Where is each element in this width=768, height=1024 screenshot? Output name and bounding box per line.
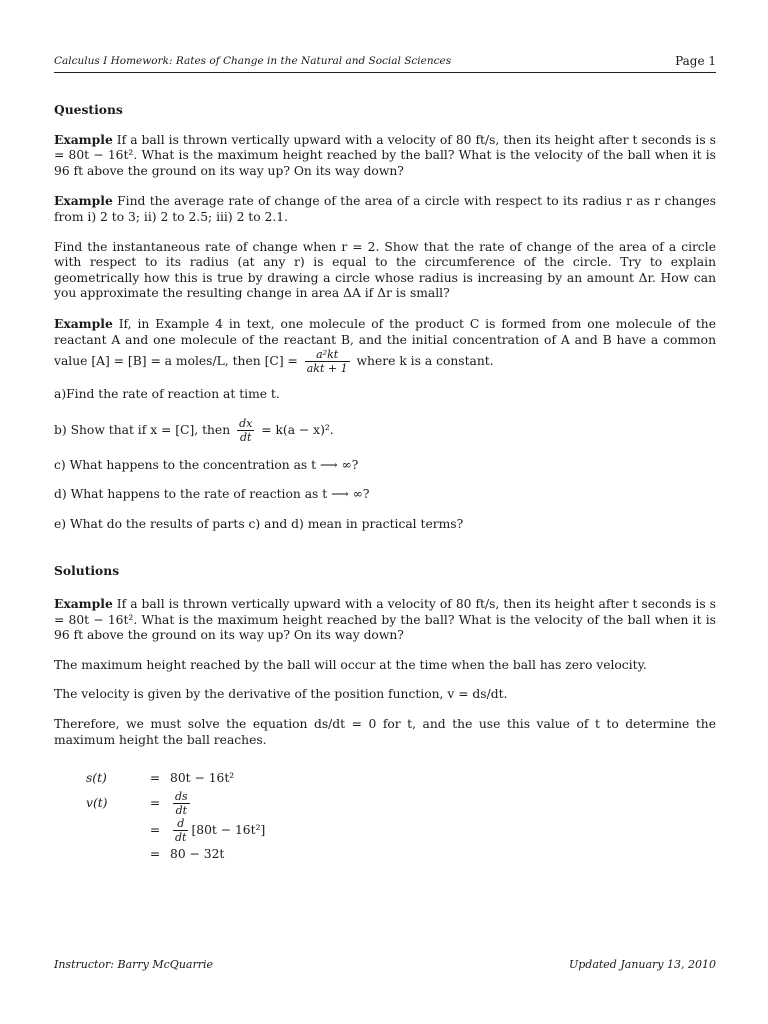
question-3 bbox=[54, 316, 716, 375]
example-label: Example bbox=[54, 131, 113, 147]
equation-lhs: s(t) bbox=[86, 771, 107, 786]
question-2 bbox=[54, 193, 716, 225]
header-title: Calculus I Homework: Rates of Change in the Natural and Social Sciences bbox=[54, 55, 452, 67]
constant-note: where k is a constant. bbox=[356, 354, 494, 369]
page-content bbox=[54, 102, 716, 866]
solution-1 bbox=[54, 596, 716, 644]
fraction-denominator: dt bbox=[175, 804, 188, 818]
d-dt-fraction bbox=[173, 817, 188, 844]
ds-dt-fraction bbox=[173, 790, 190, 817]
question-2b: Find the instantaneous rate of change when r = 2. Show that the rate of change of the area of a circle with respect to its radius (at any r) is equal to the circumference of the circle. Try to explain geometrically how this is true by drawing a circle whose radius is increasing by an amount Δr. How can you approximate the resulting change in area ΔA if Δr is small? bbox=[54, 239, 716, 301]
fraction-denominator: dt bbox=[175, 831, 187, 845]
fraction-numerator: ds bbox=[175, 790, 188, 804]
equation-row bbox=[86, 768, 716, 790]
fraction-numerator: dx bbox=[239, 416, 253, 430]
equals-sign: = bbox=[149, 822, 161, 837]
solution-para-1: The maximum height reached by the ball will occur at the time when the ball has zero velocity. bbox=[54, 657, 647, 672]
equation-rhs bbox=[170, 817, 265, 844]
bracket-expression: [80t − 16t²] bbox=[191, 823, 266, 838]
example-label: Example bbox=[54, 596, 113, 612]
equation-row bbox=[86, 790, 716, 817]
question-2-text: Find the average rate of change of the area of a circle with respect to its radius r as r changes from i) 2 to 3; ii) 2 to 2.5; iii) 2 to 2.1. bbox=[54, 194, 716, 224]
question-1 bbox=[54, 132, 716, 180]
equation-array bbox=[86, 768, 716, 866]
question-3-text: If, in Example 4 in text, one molecule of the product C is formed from one molecule of the reactant A and one molecule of the reactant B, and the initial concentration of A and B have a common value [A] = [B] = a moles/L, then bbox=[54, 316, 716, 369]
equation-row bbox=[86, 844, 716, 866]
part-b-pre: b) Show that if x = [C], then bbox=[54, 422, 231, 437]
instructor-name: Instructor: Barry McQuarrie bbox=[54, 958, 214, 971]
example-label: Example bbox=[54, 315, 113, 331]
concentration-c: [C] = bbox=[264, 354, 298, 369]
part-a: a)Find the rate of reaction at time t. bbox=[54, 387, 280, 402]
equals-sign: = bbox=[149, 795, 161, 810]
page-header bbox=[54, 54, 716, 73]
document-page bbox=[54, 0, 716, 1024]
solution-para-2: The velocity is given by the derivative of the position function, v = ds/dt. bbox=[54, 687, 508, 702]
fraction-numerator: a²kt bbox=[305, 348, 350, 362]
part-d: d) What happens to the rate of reaction as t ⟶ ∞? bbox=[54, 487, 370, 502]
part-e: e) What do the results of parts c) and d) mean in practical terms? bbox=[54, 516, 464, 531]
part-b-post: = k(a − x)². bbox=[261, 422, 334, 437]
updated-date: Updated January 13, 2010 bbox=[568, 958, 716, 971]
equation-rhs: 80t − 16t² bbox=[170, 771, 235, 786]
part-c: c) What happens to the concentration as t ⟶ ∞? bbox=[54, 457, 359, 472]
equation-lhs: v(t) bbox=[86, 795, 108, 810]
part-b bbox=[54, 417, 716, 444]
equation-row bbox=[86, 817, 716, 844]
solution-1-text: If a ball is thrown vertically upward with a velocity of 80 ft/s, then its height after t seconds is s = 80t − 16t². What is the maximum height reached by the ball? What is the velocity of the ball when it is 96 ft above the ground on its way up? On its way down? bbox=[54, 597, 716, 643]
equation-rhs bbox=[170, 790, 193, 817]
page-number: Page 1 bbox=[675, 54, 716, 68]
concentration-fraction bbox=[305, 348, 350, 375]
dx-dt-fraction bbox=[237, 417, 254, 444]
solution-para-3: Therefore, we must solve the equation ds/dt = 0 for t, and the use this value of t to determine the maximum height the ball reaches. bbox=[54, 717, 716, 747]
equation-rhs: 80 − 32t bbox=[170, 847, 225, 862]
fraction-denominator: dt bbox=[239, 430, 252, 444]
question-1-text: If a ball is thrown vertically upward with a velocity of 80 ft/s, then its height after t seconds is s = 80t − 16t². What is the maximum height reached by the ball? What is the velocity of the ball when it is 96 ft above the ground on its way up? On its way down? bbox=[54, 132, 716, 178]
example-label: Example bbox=[54, 193, 113, 209]
equals-sign: = bbox=[149, 771, 161, 786]
questions-heading: Questions bbox=[54, 102, 123, 117]
fraction-numerator: d bbox=[173, 817, 188, 831]
fraction-denominator: akt + 1 bbox=[306, 362, 348, 376]
solutions-heading: Solutions bbox=[54, 562, 120, 578]
equals-sign: = bbox=[149, 847, 161, 862]
